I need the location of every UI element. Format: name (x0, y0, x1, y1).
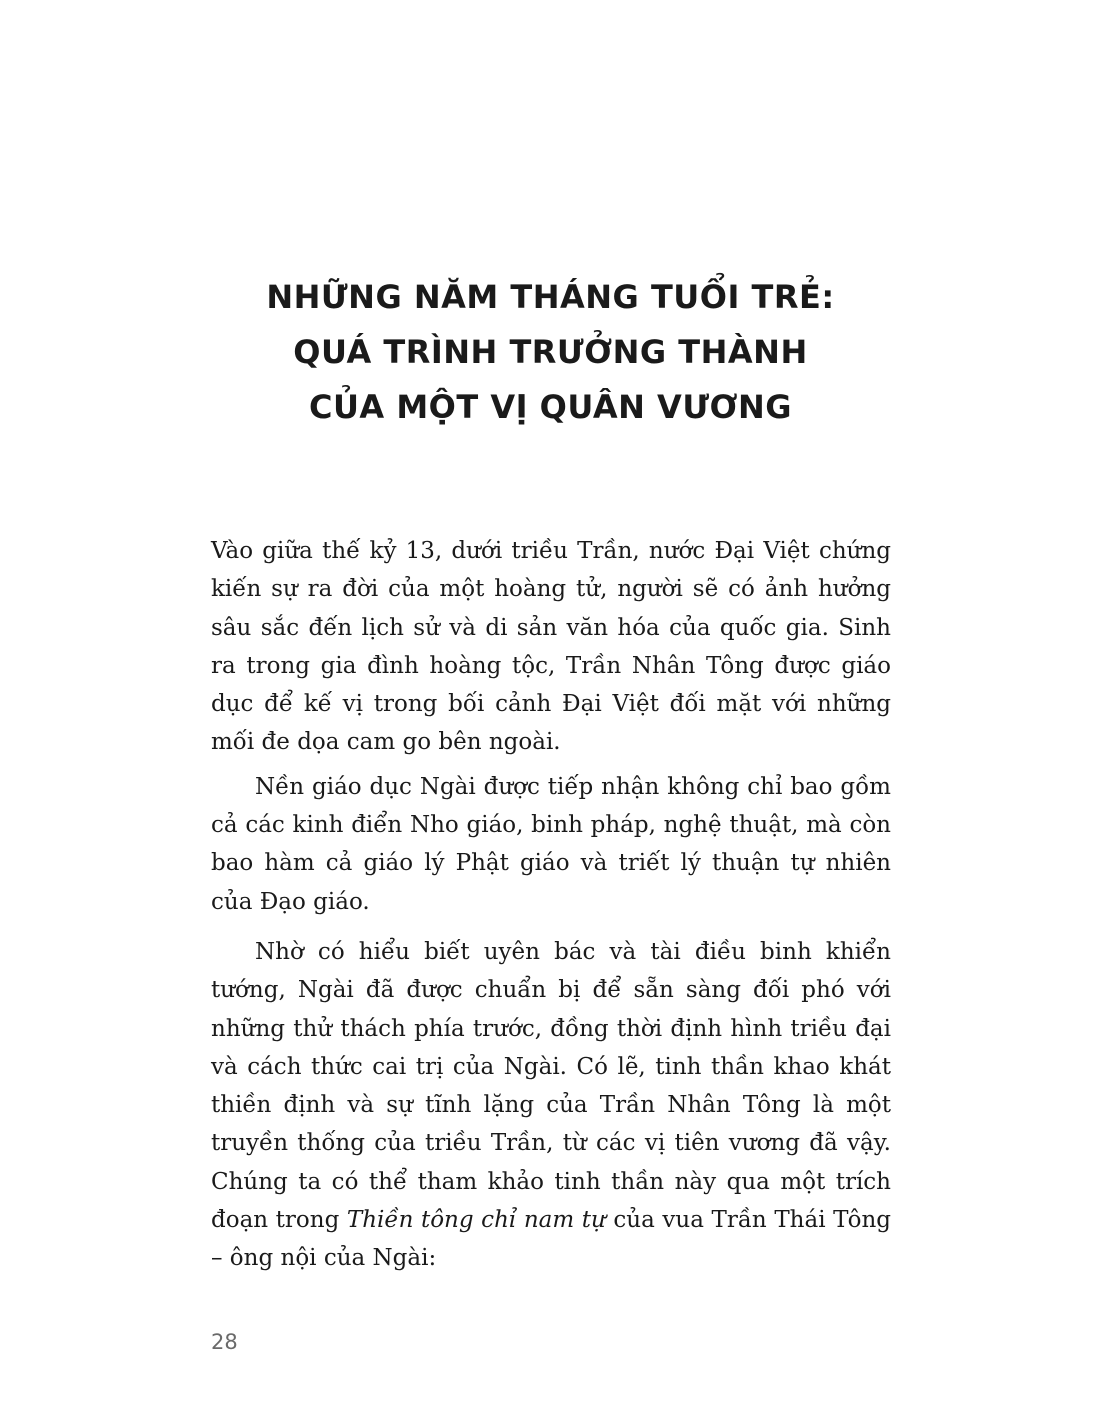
paragraph-2: Nền giáo dục Ngài được tiếp nhận không chỉ bao gồm cả các kinh điển Nho giáo, binh pháp, nghệ thuật, mà còn bao hàm cả giáo lý Phật giáo và triết lý thuận tự nhiên của Đạo giáo. (211, 773, 891, 915)
chapter-title-line-1: NHỮNG NĂM THÁNG TUỔI TRẺ: (266, 278, 835, 316)
page-number: 28 (211, 1330, 238, 1354)
chapter-title (120, 270, 981, 435)
chapter-title-line-3: CỦA MỘT VỊ QUÂN VƯƠNG (308, 388, 793, 426)
body-text (211, 532, 891, 1278)
paragraph-1: Vào giữa thế kỷ 13, dưới triều Trần, nước Đại Việt chứng kiến sự ra đời của một hoàng tử, người sẽ có ảnh hưởng sâu sắc đến lịch sử và di sản văn hóa của quốc gia. Sinh ra trong gia đình hoàng tộc, Trần Nhân Tông được giáo dục để kế vị trong bối cảnh Đại Việt đối mặt với những mối đe dọa cam go bên ngoài. (211, 538, 891, 756)
book-title: Thiền tông chỉ nam tự (346, 1207, 606, 1234)
paragraph-3-after: của vua Trần Thái Tông – ông nội của Ngài: (211, 1207, 891, 1272)
paragraph-3-before: Nhờ có hiểu biết uyên bác và tài điều binh khiển tướng, Ngài đã được chuẩn bị để sẵn sàng đối phó với những thử thách phía trước, đồng thời định hình triều đại và cách thức cai trị của Ngài. Có lẽ, tinh thần khao khát thiền định và sự tĩnh lặng của Trần Nhân Tông là một truyền thống của triều Trần, từ các vị tiên vương đã vậy. Chúng ta có thể tham khảo tinh thần này qua một trích đoạn trong (211, 938, 891, 1234)
paragraph-3 (211, 933, 891, 1278)
chapter-title-line-2: QUÁ TRÌNH TRƯỞNG THÀNH (293, 333, 808, 371)
